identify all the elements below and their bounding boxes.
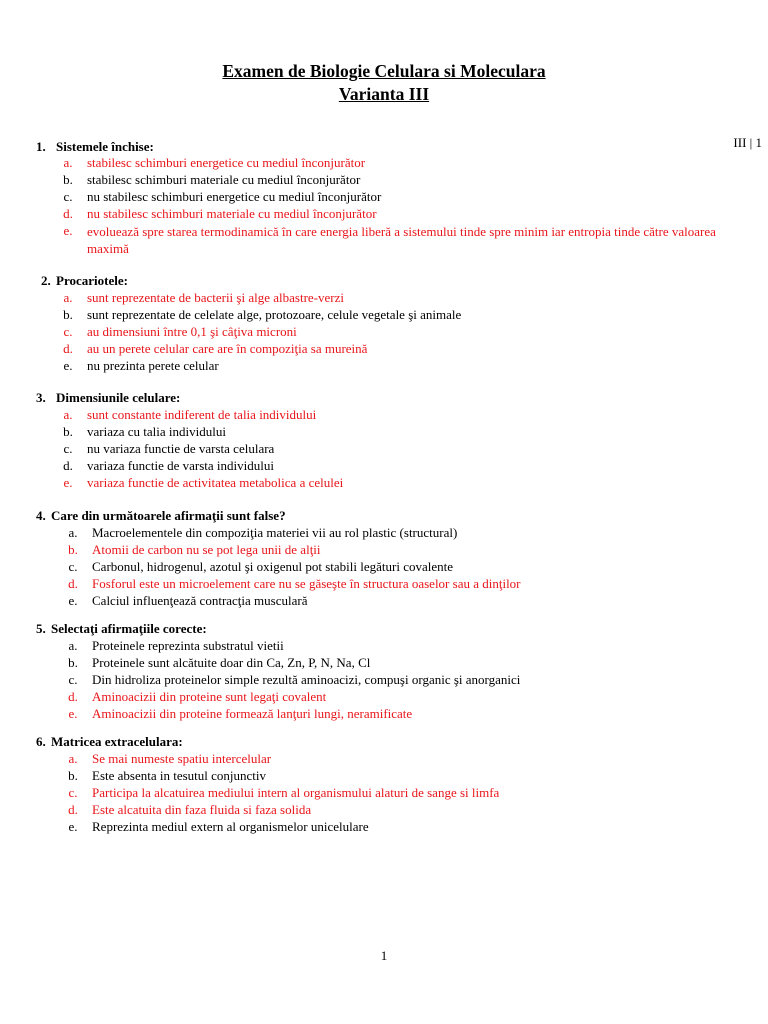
option-text: Carbonul, hidrogenul, azotul şi oxigenul pot stabili legături covalente [92,559,454,574]
question-title [41,273,128,289]
option-letter: b. [68,542,78,557]
option-text: variaza cu talia individului [87,424,226,439]
option-letter: e. [68,593,78,608]
option-letter: a. [68,751,78,766]
option-letter: b. [68,655,78,670]
question-title [36,508,286,524]
option-letter: e. [63,358,73,373]
option-letter: d. [68,576,78,591]
option-letter: d. [68,689,78,704]
option-letter: b. [63,172,73,187]
question-number: 1. [36,139,46,154]
option-letter: b. [63,307,73,322]
option-text: evoluează spre starea termodinamică în care energia liberă a sistemului tinde spre minim iar entropia tinde către valoarea maximă [87,224,716,256]
question-title [36,390,180,406]
page-number: 1 [380,948,388,963]
option-text: sunt reprezentate de bacterii şi alge albastre-verzi [87,290,344,305]
question-number: 2. [41,273,51,288]
option-letter: e. [63,223,73,238]
option-text: nu variaza functie de varsta celulara [87,441,275,456]
question-title [36,734,183,750]
option-letter: c. [68,672,78,687]
document-title: Examen de Biologie Celulara si Moleculara [222,61,546,81]
option-letter: b. [68,768,78,783]
question-number: 4. [36,508,46,523]
question-text: Procariotele: [56,273,128,288]
option-text: Atomii de carbon nu se pot lega unii de alţii [92,542,321,557]
option-letter: d. [68,802,78,817]
option-text: Proteinele reprezinta substratul vietii [92,638,284,653]
option-text: Calciul influenţează contracţia musculară [92,593,308,608]
option-text: stabilesc schimburi materiale cu mediul înconjurător [87,172,361,187]
option-letter: a. [63,407,73,422]
option-text: sunt reprezentate de celelate alge, protozoare, celule vegetale şi animale [87,307,462,322]
option-letter: a. [63,290,73,305]
question-text: Care din următoarele afirmaţii sunt false? [51,508,286,523]
question-number: 6. [36,734,46,749]
option-text: stabilesc schimburi energetice cu mediul înconjurător [87,155,366,170]
option-letter: d. [63,458,73,473]
option-text: Macroelementele din compoziţia materiei vii au rol plastic (structural) [92,525,458,540]
document-subtitle: Varianta III [338,84,430,104]
question-number: 3. [36,390,46,405]
title-block [0,60,768,106]
question-title [36,621,207,637]
option-text: Aminoacizii din proteine sunt legaţi covalent [92,689,327,704]
option-text: Din hidroliza proteinelor simple rezultă aminoacizi, compuşi organic şi anorganici [92,672,521,687]
option-letter: e. [63,475,73,490]
question-title [36,139,154,155]
question-number: 5. [36,621,46,636]
option-text: variaza functie de activitatea metabolica a celulei [87,475,344,490]
option-letter: e. [68,706,78,721]
option-letter: c. [63,189,73,204]
option-text: au dimensiuni între 0,1 şi câţiva microni [87,324,297,339]
option-letter: c. [68,785,78,800]
option-text: Participa la alcatuirea mediului intern al organismului alaturi de sange si limfa [92,785,500,800]
option-letter: e. [68,819,78,834]
option-text: Este absenta in tesutul conjunctiv [92,768,267,783]
option-text: nu prezinta perete celular [87,358,219,373]
question-text: Dimensiunile celulare: [56,390,181,405]
option-letter: c. [63,324,73,339]
question-text: Matricea extracelulara: [51,734,183,749]
page-header: III | 1 [733,135,762,150]
option-text: Fosforul este un microelement care nu se găseşte în structura oaselor sau a dinţilor [92,576,521,591]
option-text: Se mai numeste spatiu intercelular [92,751,272,766]
option-text: sunt constante indiferent de talia individului [87,407,317,422]
option-letter: c. [68,559,78,574]
option-letter: a. [68,638,78,653]
question-text: Sistemele închise: [56,139,154,154]
option-text: nu stabilesc schimburi materiale cu mediul înconjurător [87,206,377,221]
option-text: Reprezinta mediul extern al organismelor unicelulare [92,819,369,834]
option-letter: a. [68,525,78,540]
option-letter: a. [63,155,73,170]
option-text: Aminoacizii din proteine formează lanţuri lungi, neramificate [92,706,413,721]
question-text: Selectaţi afirmaţiile corecte: [51,621,207,636]
option-letter: d. [63,341,73,356]
option-text: au un perete celular care are în compoziţia sa mureină [87,341,368,356]
option-letter: c. [63,441,73,456]
option-text: variaza functie de varsta individului [87,458,274,473]
option-text: Este alcatuita din faza fluida si faza solida [92,802,312,817]
option-text: nu stabilesc schimburi energetice cu mediul înconjurător [87,189,382,204]
option-text: Proteinele sunt alcătuite doar din Ca, Zn, P, N, Na, Cl [92,655,371,670]
option-letter: b. [63,424,73,439]
option-letter: d. [63,206,73,221]
